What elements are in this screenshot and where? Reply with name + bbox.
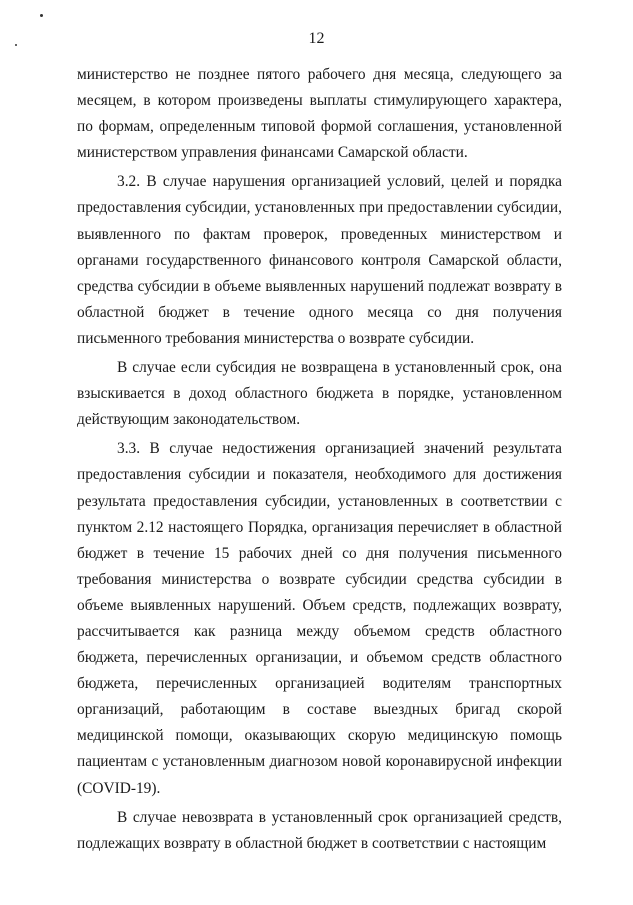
- paragraph-continuation: министерство не позднее пятого рабочего дня месяца, следующего за месяцем, в котором произведены выплаты стимулирующего характера, по формам, определенным типовой формой соглашения, установленной министерством управления финансами Самарской области.: [77, 66, 562, 162]
- paragraph-3-3: 3.3. В случае недостижения организацией значений результата предоставления субсидии и показателя, необходимого для достижения результата предоставления субсидии, установленных в соответствии с пунктом 2.12 настоящего Порядка, организация перечисляет в областной бюджет в течение 15 рабочих дней со дня получения письменного требования министерства о возврате субсидии средства субсидии в объеме выявленных нарушений. Объем средств, подлежащих возврату, рассчитывается как разница между объемом средств областного бюджета, перечисленных организации, и объемом средств областного бюджета, перечисленных организацией водителям транспортных организаций, работающим в составе выездных бригад скорой медицинской помощи, оказывающих скорую медицинскую помощь пациентам с установленным диагнозом новой коронавирусной инфекции (COVID-19).: [77, 440, 562, 797]
- paragraph-recovery: В случае если субсидия не возвращена в установленный срок, она взыскивается в доход областного бюджета в порядке, установленном действующим законодательством.: [77, 359, 562, 429]
- scan-speck: [40, 14, 43, 17]
- paragraph-non-return: В случае невозврата в установленный срок организацией средств, подлежащих возврату в областной бюджет в соответствии с настоящим: [77, 808, 562, 852]
- document-body: [77, 62, 562, 857]
- paragraph-3-2: 3.2. В случае нарушения организацией условий, целей и порядка предоставления субсидии, установленных при предоставлении субсидии, выявленного по фактам проверок, проведенных министерством и органами государственного финансового контроля Самарской области, средства субсидии в объеме выявленных нарушений подлежат возврату в областной бюджет в течение одного месяца со дня получения письменного требования министерства о возврате субсидии.: [77, 173, 562, 347]
- page-number: 12: [308, 30, 325, 47]
